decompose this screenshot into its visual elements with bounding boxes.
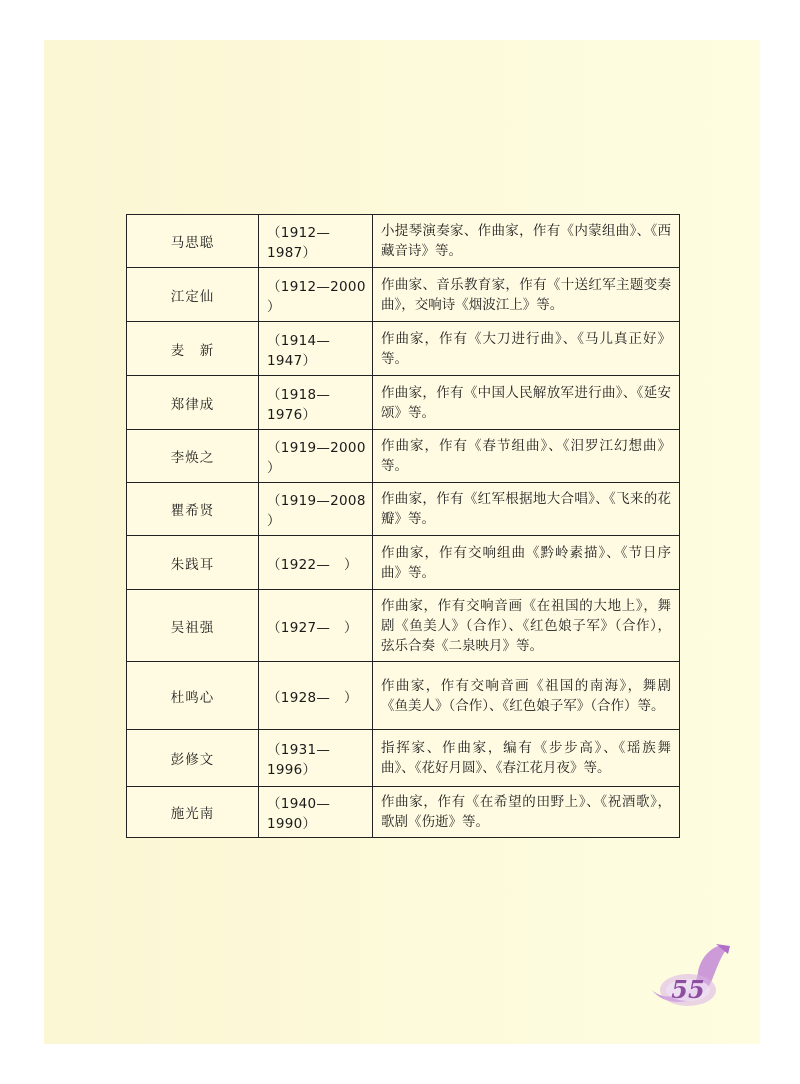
composer-table bbox=[126, 214, 680, 838]
table-row bbox=[127, 376, 680, 430]
table-row bbox=[127, 268, 680, 322]
table-row bbox=[127, 430, 680, 483]
table-row bbox=[127, 536, 680, 590]
composer-name: 江定仙 bbox=[127, 268, 259, 322]
composer-name: 施光南 bbox=[127, 787, 259, 838]
table-row bbox=[127, 322, 680, 376]
composer-name: 麦 新 bbox=[127, 322, 259, 376]
composer-years: （1940—1990） bbox=[259, 787, 373, 838]
composer-description: 小提琴演奏家、作曲家，作有《内蒙组曲》、《西藏音诗》等。 bbox=[373, 215, 680, 268]
composer-description: 作曲家，作有交响音画《在祖国的大地上》，舞剧《鱼美人》（合作）、《红色娘子军》（合作），弦乐合奏《二泉映月》等。 bbox=[373, 590, 680, 662]
composer-years: （1919—2000 ） bbox=[259, 430, 373, 483]
composer-description: 作曲家，作有《中国人民解放军进行曲》、《延安颂》等。 bbox=[373, 376, 680, 430]
composer-description: 作曲家，作有交响组曲《黔岭素描》、《节日序曲》等。 bbox=[373, 536, 680, 590]
composer-name: 朱践耳 bbox=[127, 536, 259, 590]
composer-years: （1912—2000 ） bbox=[259, 268, 373, 322]
composer-years: （1931—1996） bbox=[259, 730, 373, 787]
table-row bbox=[127, 215, 680, 268]
composer-description: 作曲家，作有《大刀进行曲》、《马儿真正好》等。 bbox=[373, 322, 680, 376]
table-row bbox=[127, 483, 680, 536]
composer-years: （1918—1976） bbox=[259, 376, 373, 430]
composer-name: 马思聪 bbox=[127, 215, 259, 268]
table-row bbox=[127, 590, 680, 662]
table-row bbox=[127, 787, 680, 838]
composer-name: 杜鸣心 bbox=[127, 662, 259, 730]
composer-years: （1922— ） bbox=[259, 536, 373, 590]
composer-description: 作曲家，作有《红军根据地大合唱》、《飞来的花瓣》等。 bbox=[373, 483, 680, 536]
page-number: 55 bbox=[671, 975, 705, 1004]
table-row bbox=[127, 730, 680, 787]
composer-name: 吴祖强 bbox=[127, 590, 259, 662]
composer-name: 郑律成 bbox=[127, 376, 259, 430]
composer-name: 瞿希贤 bbox=[127, 483, 259, 536]
composer-years: （1928— ） bbox=[259, 662, 373, 730]
composer-description: 作曲家，作有交响音画《祖国的南海》，舞剧《鱼美人》（合作）、《红色娘子军》（合作）等。 bbox=[373, 662, 680, 730]
composer-description: 作曲家，作有《在希望的田野上》、《祝酒歌》，歌剧《伤逝》等。 bbox=[373, 787, 680, 838]
table-row bbox=[127, 662, 680, 730]
composer-years: （1919—2008 ） bbox=[259, 483, 373, 536]
composer-years: （1927— ） bbox=[259, 590, 373, 662]
composer-years: （1912—1987） bbox=[259, 215, 373, 268]
composer-description: 作曲家、音乐教育家，作有《十送红军主题变奏曲》，交响诗《烟波江上》等。 bbox=[373, 268, 680, 322]
composer-name: 李焕之 bbox=[127, 430, 259, 483]
composer-name: 彭修文 bbox=[127, 730, 259, 787]
composer-years: （1914—1947） bbox=[259, 322, 373, 376]
composer-description: 作曲家，作有《春节组曲》、《汨罗江幻想曲》等。 bbox=[373, 430, 680, 483]
composer-description: 指挥家、作曲家，编有《步步高》、《瑶族舞曲》、《花好月圆》、《春江花月夜》等。 bbox=[373, 730, 680, 787]
